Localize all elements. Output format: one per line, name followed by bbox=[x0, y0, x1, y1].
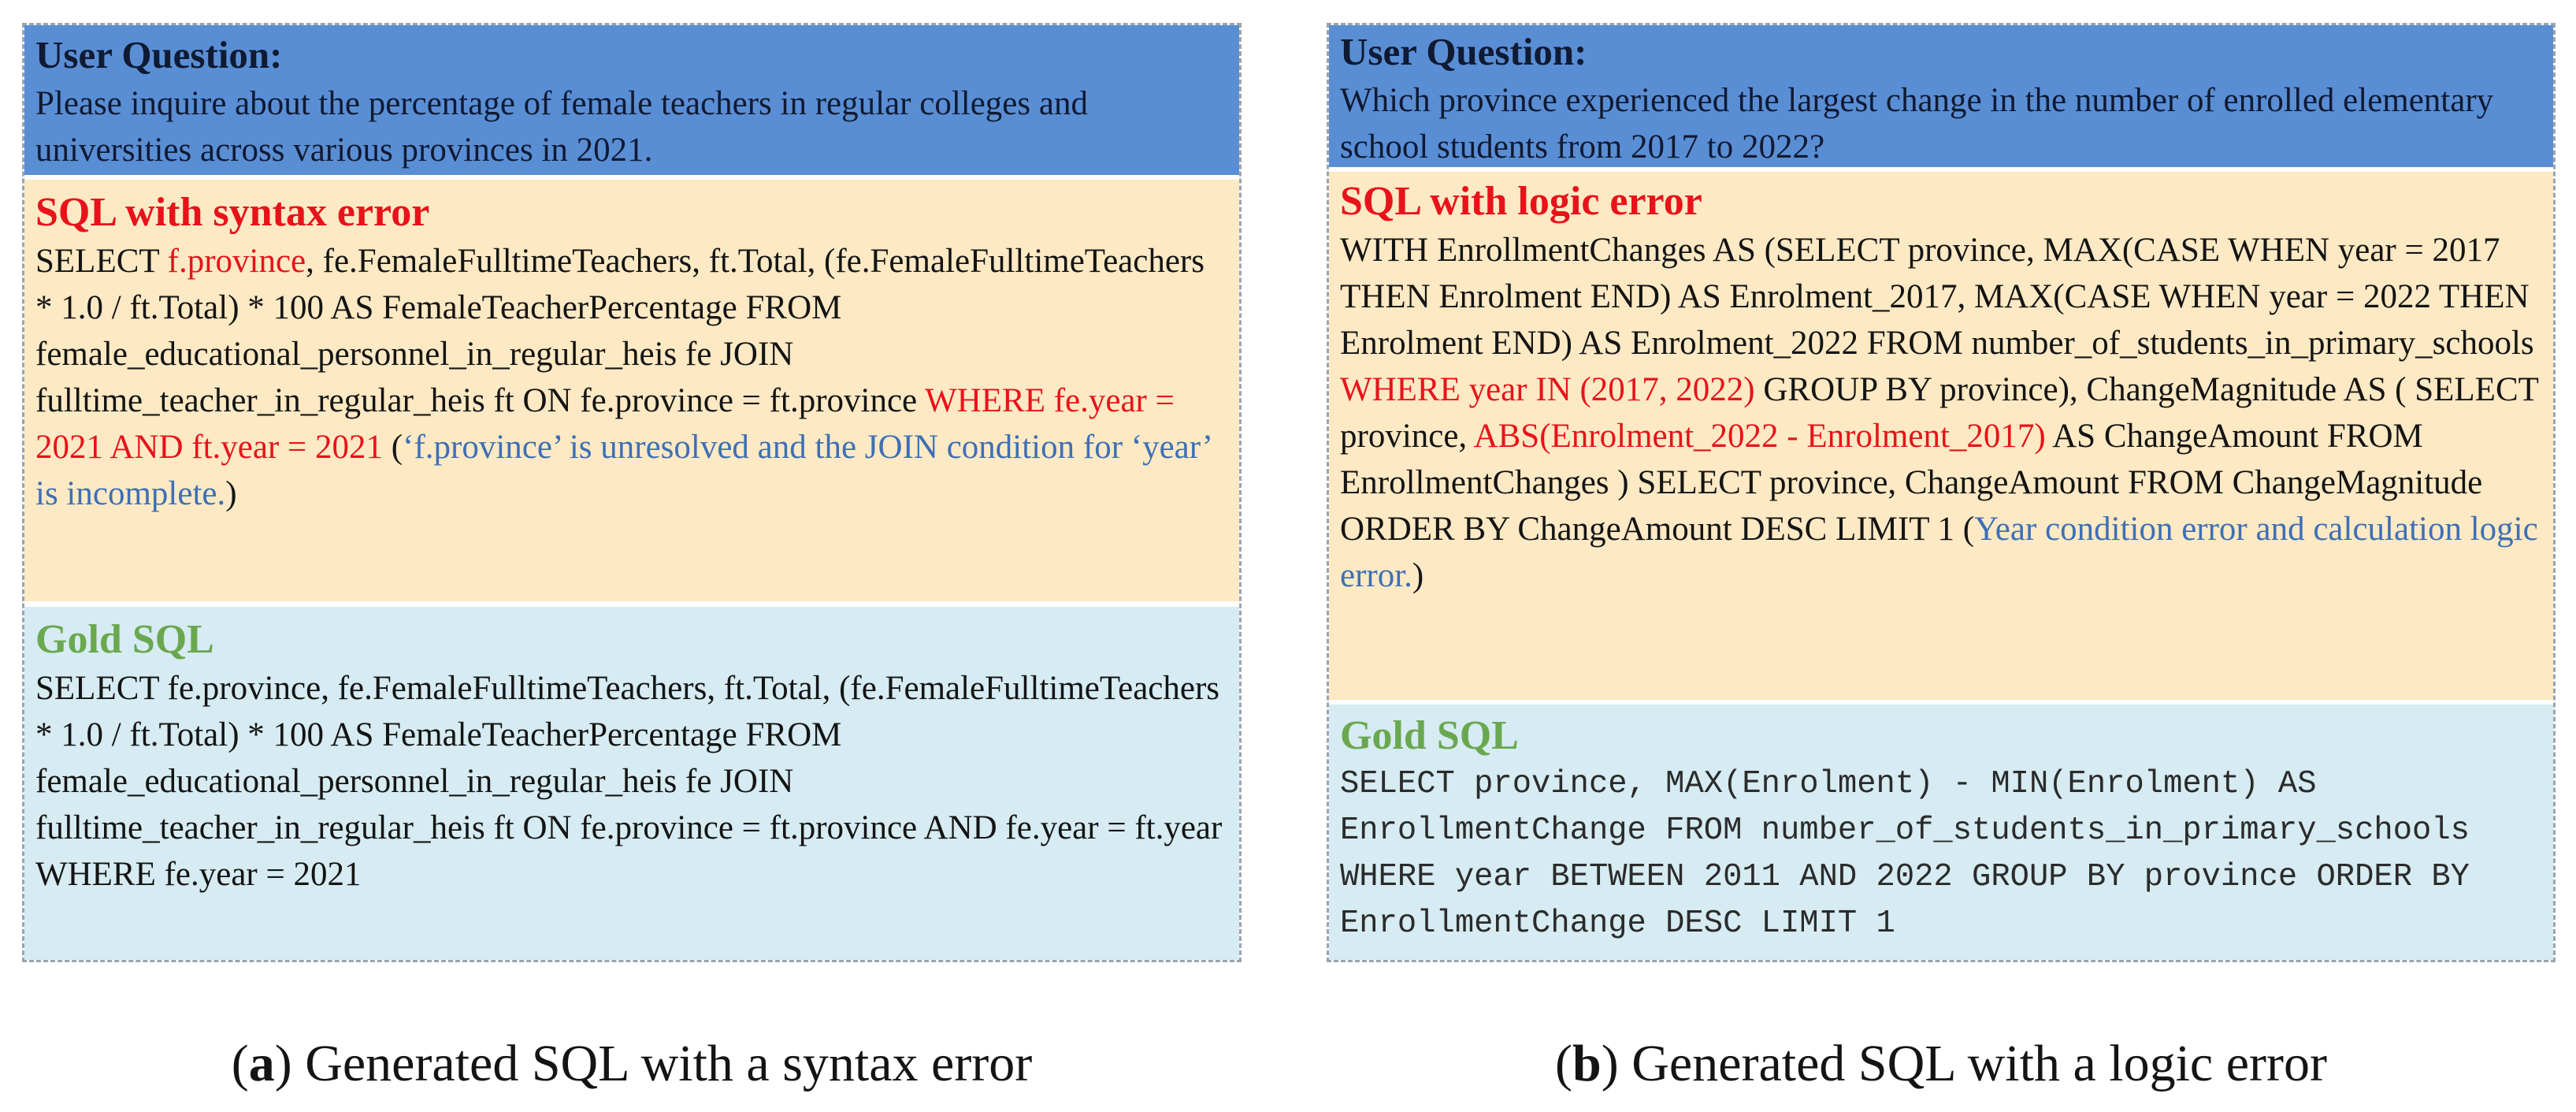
sql-fragment: WITH EnrollmentChanges AS (SELECT province, MAX(CASE WHEN year = 2017 THEN Enrolment END) AS Enrolment_2017, MAX(CASE WHEN year = 2022 THEN Enrolment END) AS Enrolment_2022 FROM number_of_students_in_primary_schools bbox=[1340, 232, 2534, 362]
caption-label: a bbox=[248, 1035, 275, 1092]
gold-sql-section bbox=[1329, 705, 2553, 960]
error-sql-heading: SQL with syntax error bbox=[35, 190, 430, 235]
caption-a: (a) Generated SQL with a syntax error bbox=[231, 1035, 1033, 1092]
gold-sql-text: SELECT fe.province, fe.FemaleFulltimeTeachers, ft.Total, (fe.FemaleFulltimeTeachers * 1.0 / ft.Total) * 100 AS FemaleTeacherPercentage FROM female_educational_personnel_in_regular_heis fe JOIN fulltime_teacher_in_regular_heis ft ON fe.province = ft.province AND fe.year = ft.year WHERE fe.year = 2021 bbox=[35, 670, 1223, 893]
user-question-text: Please inquire about the percentage of female teachers in regular colleges and universities across various provinces in 2021. bbox=[35, 85, 1088, 169]
error-explanation: Year condition error and calculation logic error. bbox=[1340, 511, 2538, 594]
sql-fragment: , fe.FemaleFulltimeTeachers, ft.Total, (fe.FemaleFulltimeTeachers * 1.0 / ft.Total) * 100 AS FemaleTeacherPercentage FROM female_educational_personnel_in_regular_heis fe JOIN fulltime_teacher_in_regular_heis ft ON fe.province = ft.province bbox=[35, 243, 1204, 419]
error-explanation: ‘f.province’ is unresolved and the JOIN condition for ‘year’ is incomplete. bbox=[35, 429, 1211, 512]
error-sql-heading: SQL with logic error bbox=[1340, 179, 1702, 224]
user-question-heading: User Question: bbox=[35, 33, 283, 76]
caption-text: Generated SQL with a logic error bbox=[1618, 1035, 2327, 1092]
user-question-section bbox=[1329, 25, 2553, 167]
sql-fragment: SELECT bbox=[35, 243, 168, 280]
sql-error-highlight: WHERE fe.year = 2021 AND ft.year = 2021 bbox=[35, 382, 1175, 466]
error-sql-text bbox=[35, 238, 1228, 517]
sql-error-highlight: WHERE year IN (2017, 2022) bbox=[1340, 371, 1755, 408]
sql-fragment: ( bbox=[383, 429, 403, 466]
user-question-text: Which province experienced the largest change in the number of enrolled elementary school students from 2017 to 2022? bbox=[1340, 82, 2494, 165]
sql-fragment: GROUP BY province), ChangeMagnitude AS ( SELECT province, bbox=[1340, 371, 2539, 455]
caption-b: (b) Generated SQL with a logic error bbox=[1555, 1035, 2327, 1092]
gold-sql-heading: Gold SQL bbox=[1340, 713, 1519, 758]
sql-error-highlight: f.province bbox=[167, 243, 306, 280]
gold-sql-text: SELECT province, MAX(Enrolment) - MIN(Enrolment) AS EnrollmentChange FROM number_of_students_in_primary_schools WHERE year BETWEEN 2011 AND 2022 GROUP BY province ORDER BY EnrollmentChange DESC LIMIT 1 bbox=[1340, 766, 2470, 942]
gold-sql-heading: Gold SQL bbox=[35, 617, 214, 662]
caption-text: Generated SQL with a syntax error bbox=[291, 1035, 1033, 1092]
sql-fragment: AS ChangeAmount FROM EnrollmentChanges ) SELECT province, ChangeAmount FROM ChangeMagnitude ORDER BY ChangeAmount DESC LIMIT 1 ( bbox=[1340, 418, 2483, 548]
error-sql-section bbox=[24, 180, 1239, 601]
sql-fragment: ) bbox=[225, 475, 237, 512]
gold-sql-section bbox=[24, 607, 1239, 960]
error-sql-section bbox=[1329, 172, 2553, 700]
panel-logic-error bbox=[1327, 23, 2556, 962]
caption-label: b bbox=[1572, 1035, 1602, 1092]
sql-fragment: ) bbox=[1412, 557, 1424, 594]
error-sql-text bbox=[1340, 227, 2542, 599]
panel-syntax-error bbox=[22, 23, 1242, 962]
user-question-heading: User Question: bbox=[1340, 30, 1587, 73]
user-question-section bbox=[24, 25, 1239, 175]
sql-error-highlight: ABS(Enrolment_2022 - Enrolment_2017) bbox=[1473, 418, 2046, 455]
